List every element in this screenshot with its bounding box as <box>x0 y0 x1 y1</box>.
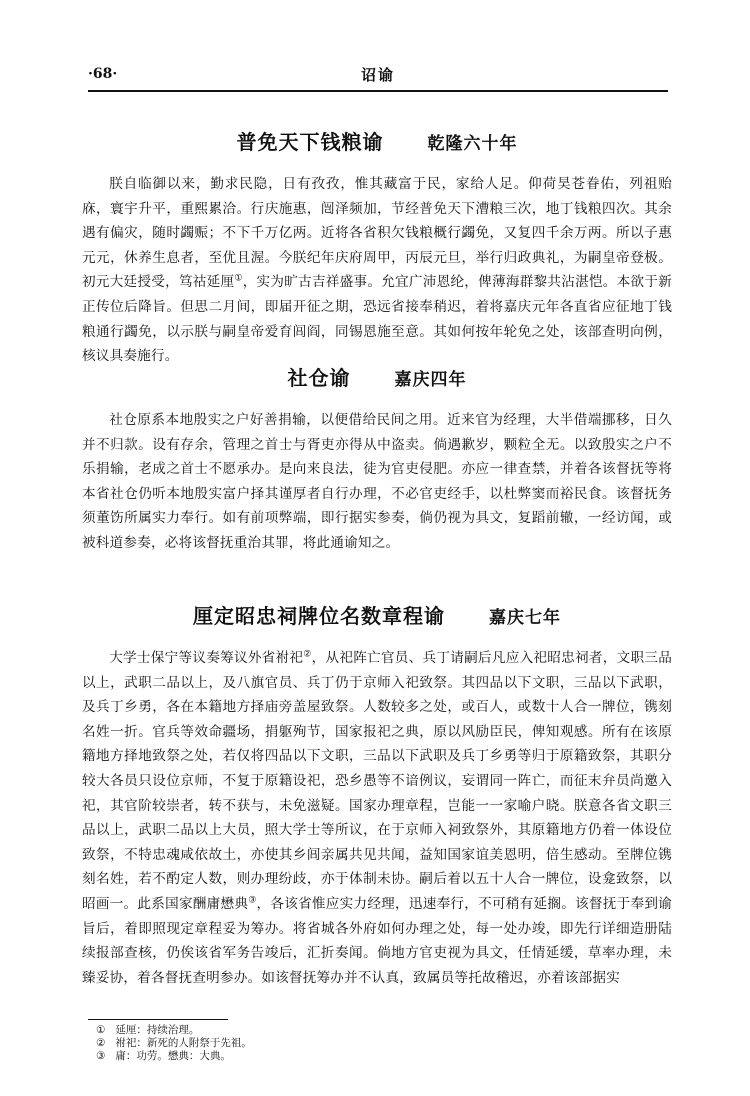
footnote-divider <box>88 1019 228 1020</box>
section-title: 社仓谕 <box>287 366 351 390</box>
section-heading <box>82 598 672 632</box>
page-header <box>88 64 668 92</box>
footnote-text: 祔祀：新死的人附祭于先祖。 <box>115 1037 252 1049</box>
running-title: 诏谕 <box>360 66 395 84</box>
footnote-text: 延厘：持续治理。 <box>115 1024 200 1036</box>
section-body <box>82 646 672 990</box>
footnote-ref[interactable]: ③ <box>248 895 257 906</box>
footnote-item <box>96 1024 496 1037</box>
footnote-text: 庸：功劳。懋典：大典。 <box>115 1050 231 1062</box>
section-era: 嘉庆四年 <box>394 370 467 390</box>
section-title: 厘定昭忠祠牌位名数章程谕 <box>193 604 445 628</box>
footnote-ref[interactable]: ① <box>234 273 243 284</box>
section-edict-memorial-tablets <box>82 598 672 990</box>
section-edict-granary <box>82 360 672 556</box>
body-text-part: ，实为旷古吉祥盛事。允宜广沛恩纶，俾薄海群黎共沾湛恺。本欲于新正传位后降旨。但思二月间，即届开征之期，恐远省接奉稍迟，着将嘉庆元年各直省应征地丁钱粮通行蠲免，以示朕与嗣皇帝爱育闾阎，同锡恩施至意。其如何按年轮免之处，该部查明向例，核议具奏施行。 <box>82 274 672 365</box>
section-heading <box>82 124 672 158</box>
section-era: 乾隆六十年 <box>427 134 518 154</box>
body-text-part: 朕自临御以来，勤求民隐，日有孜孜，惟其藏富于民，家给人足。仰荷昊苍眷佑，列祖贻庥，寰宇升平，重熙累洽。行庆施惠，闿泽频加，节经普免天下漕粮三次，地丁钱粮四次。其余遇有偏灾，随时蠲赈；不下千万亿两。近将各省积欠钱粮概行蠲免，又复四千余万两。所以子惠元元，休养生息者，至优且渥。今朕纪年庆府周甲，丙辰元旦，举行归政典礼，为嗣皇帝登极。初元大廷授受，笃祜延厘 <box>82 176 672 291</box>
footnote-mark: ③ <box>96 1050 106 1062</box>
body-text-part: ，从祀阵亡官员、兵丁请嗣后凡应入祀昭忠祠者，文职三品以上，武职二品以上，及八旗官员、兵丁仍于京师入祀致祭。其四品以下文职，三品以下武职，及兵丁乡勇，各在本籍地方择庙旁盖屋致祭。人数较多之处，或百人，或数十人合一牌位，镌刻名姓一折。官兵等效命疆场，捐躯殉节，国家报祀之典，原以风励臣民，俾知观感。所有在该原籍地方择地致祭之处，若仅将四品以下文职，三品以下武职及兵丁乡勇等归于原籍致祭，其职分较大各员只设位京师，不复于原籍设祀，恐乡愚等不谙例议，妄谓同一阵亡，而征末弁员尚邀入祀，其官阶较崇者，转不获与，未免滋疑。国家办理章程，岂能一一家喻户晓。朕意各省文职三品以上，武职二品以上大员，照大学士等所议，在于京师入祠致祭外，其原籍地方仍着一体设位致祭，不特忠魂咸依故土，亦使其乡闾亲属共见共闻，益知国家谊美恩明，倍生感动。至牌位镌刻名姓，若不酌定人数，则办理纷歧，亦于体制未协。嗣后着以五十人合一牌位，设龛致祭，以昭画一。此系国家酬庸懋典 <box>82 650 672 912</box>
section-era: 嘉庆七年 <box>489 608 561 628</box>
footnote-mark: ② <box>96 1037 106 1049</box>
footnotes <box>96 1024 496 1063</box>
section-edict-tax-exemption <box>82 124 672 369</box>
body-text-part: 大学士保宁等议奏筹议外省祔祀 <box>109 650 304 666</box>
section-title: 普免天下钱粮谕 <box>236 130 384 154</box>
footnote-ref[interactable]: ② <box>303 649 312 660</box>
section-body: 社仓原系本地殷实之户好善捐输，以便借给民间之用。近来官为经理，大半借端挪移，日久并不归款。设有存余，管理之首士与胥吏亦得从中盗卖。倘遇歉岁，颗粒全无。以致殷实之户不乐捐输，老成之首士不愿承办。是向来良法，徒为官吏侵肥。亦应一律查禁，并着各该督抚等将本省社仓仍听本地殷实富户择其谨厚者自行办理，不必官吏经手，以杜弊窦而裕民食。该督抚务须董饬所属实力奉行。如有前项弊端，即行据实参奏，倘仍视为具文，复蹈前辙，一经访闻，或被科道参奏，必将该督抚重治其罪，将此通谕知之。 <box>82 412 672 551</box>
footnote-mark: ① <box>96 1024 106 1036</box>
footnote-item <box>96 1050 496 1063</box>
page-number: ·68· <box>88 66 118 82</box>
body-text-part: ，各该省惟应实力经理，迅速奉行，不可稍有延搁。该督抚于奉到谕旨后，着即照现定章程妥为筹办。将省城各外府如何办理之处，每一处办竣，即先行详细造册陆续报部查核，仍俟该省军务告竣后，汇折奏闻。倘地方官吏视为具文，任情延缓，草率办理，未臻妥协，着各督抚查明参办。如该督抚筹办并不认真，致属员等托故稽迟，亦着该部据实 <box>82 895 672 986</box>
section-body <box>82 172 672 369</box>
footnote-item <box>96 1037 496 1050</box>
section-heading <box>82 360 672 394</box>
